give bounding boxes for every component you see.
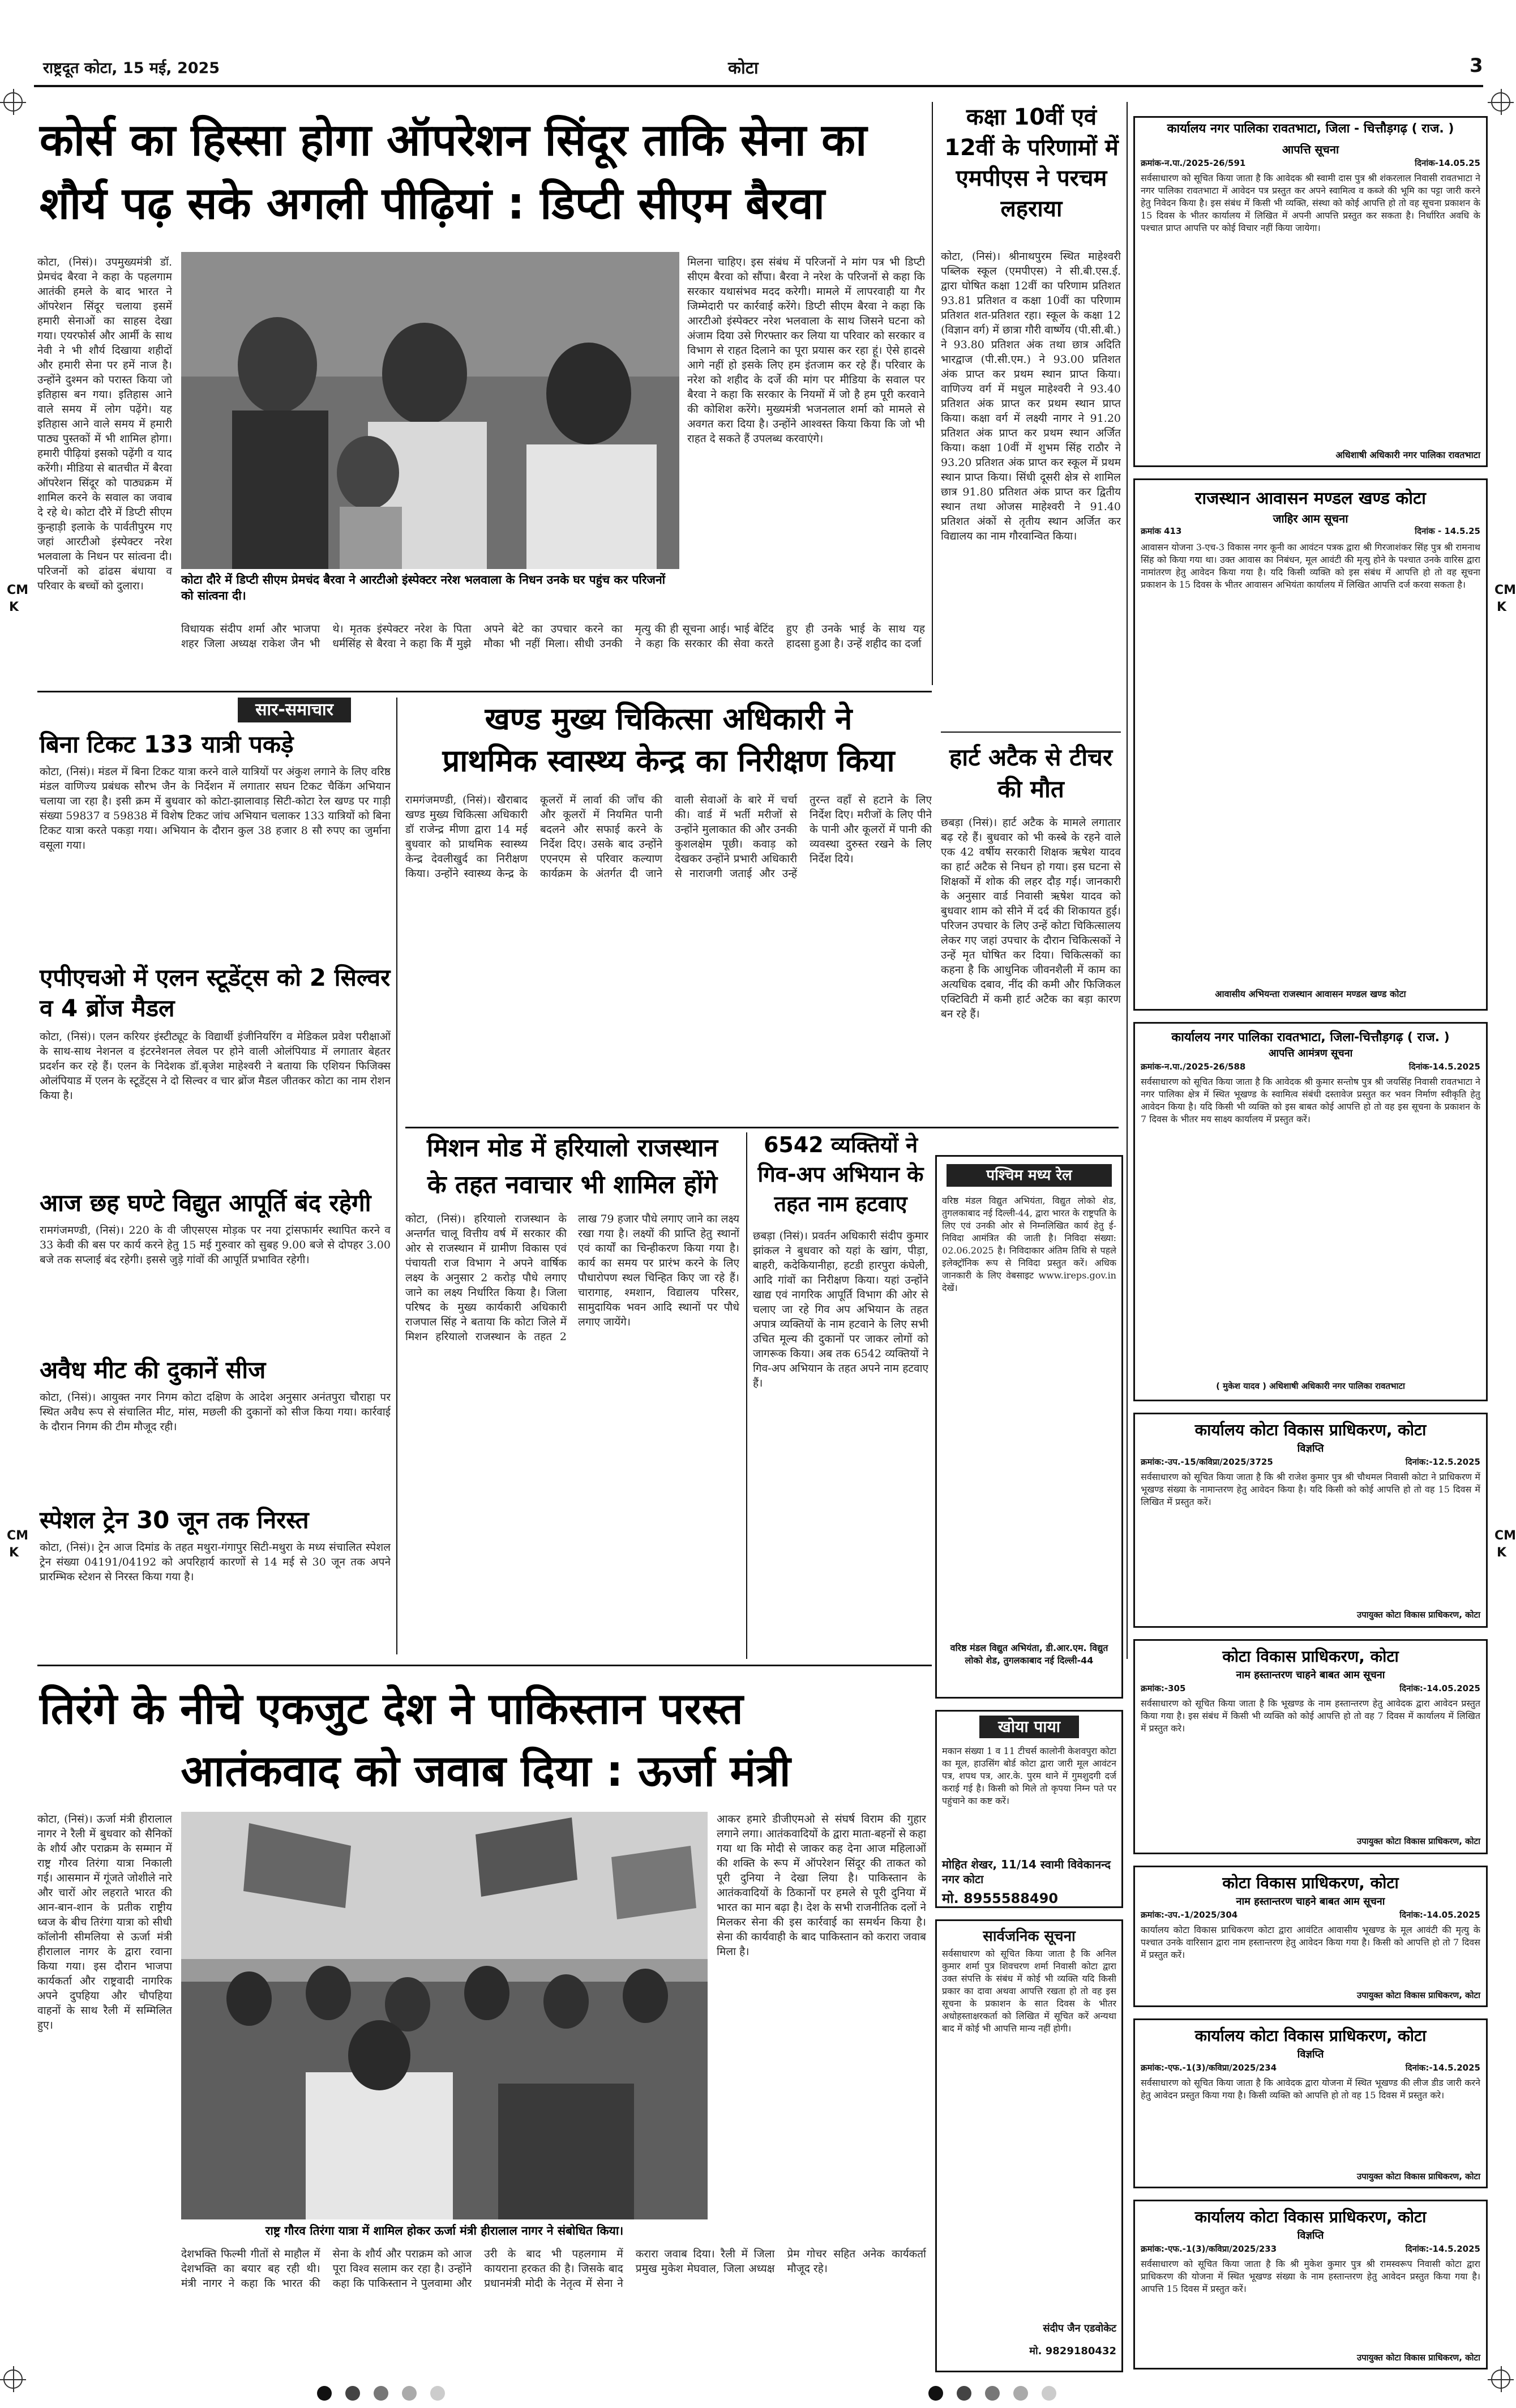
color-dot — [957, 2386, 971, 2401]
public-notice-mobile: मो. 9829180432 — [1029, 2345, 1116, 2357]
tenth-body: कोटा, (निसं)। श्रीनाथपुरम स्थित माहेश्वरी पब्लिक स्कूल (एमपीएस) ने सी.बी.एस.ई. द्वारा घोषित कक्षा 12वीं का परिणाम प्रतिशत 93.81 प्रतिशत व कक्षा 10वीं का परिणाम प्रतिशत शत-प्रतिशत रहा। स्कूल के कक्षा 12 (विज्ञान वर्ग) में छात्रा गौरी वार्ष्णेय (पी.सी.बी.) ने 93.80 प्रतिशत अंक तथा छात्र अदिति भारद्वाज (पी.सी.एम.) ने 93.00 प्रतिशत अंक प्राप्त कर प्रथम स्थान प्राप्त किया। वाणिज्य वर्ग में मधुल माहेश्वरी ने 93.40 प्रतिशत अंक प्राप्त कर प्रथम स्थान प्राप्त किया। कक्षा वर्ग में लक्ष्यी नागर ने 91.20 प्रतिशत अंक प्राप्त कर प्रथम स्थान अर्जित किया। कक्षा 10वीं में शुभम सिंह राठौर ने 93.20 प्रतिशत अंक प्राप्त कर स्कूल में प्रथम स्थान प्राप्त किया। सिंधी दूसरी क्षेत्र से शामिल छात्र 91.80 प्रतिशत अंक प्राप्त कर द्वितीय स्थान तथा ओजस माहेश्वरी ने 91.40 प्रतिशत अंकों से तृतीय स्थान अर्जित कर विद्यालय का नाम गौरवान्वित किया। — [941, 250, 1121, 542]
heart-body: छबड़ा (निसं)। हार्ट अटैक के मामले लगातार बढ़ रहे हैं। बुधवार को भी कस्बे के रहने वाले एक 42 वर्षीय सरकारी शिक्षक ऋषेश यादव का हार्ट अटैक से निधन हो गया। इस घटना से शिक्षकों में शोक की लहर दौड़ गई। जानकारी के अनुसार वार्ड निवासी ऋषेश यादव को बुधवार शाम को सीने में दर्द की शिकायत हुई। परिजन उपचार के लिए उन्हें कोटा चिकित्सालय लेकर गए जहां उपचार के दौरान चिकित्सकों ने उन्हें मृत घोषित कर दिया। चिकित्सकों का कहना है कि आधुनिक जीवनशैली में काम का अत्यधिक दबाव, नींद की कमी और फिजिकल एक्टिविटी में कमी हार्ट अटैक का बड़ा कारण बन रहे हैं। — [941, 816, 1121, 1020]
center-rule-vertical — [1127, 102, 1128, 1659]
energy-body-col1: कोटा, (निसं)। ऊर्जा मंत्री हीरालाल नागर ने रैली में बुधवार को सैनिकों के शौर्य और पराक्रम के सम्मान में राष्ट्र गौरव तिरंगा यात्रा निकाली गई। आसमान में गूंजते जोशीले नारे और चारों ओर लहराते भारत की आन-बान-शान के प्रतीक राष्ट्रीय ध्वज के बीच तिरंगा यात्रा को सीधी कॉलोनी सीमलिया से ऊर्जा मंत्री हीरालाल नागर के द्वारा रवाना किया गया। इस दौरान भाजपा कार्यकर्ता और राष्ट्रवादी नागरिक अपने दुपहिया और चौपहिया वाहनों के साथ रैली में सम्मिलित हुए। — [37, 1813, 172, 2031]
notice-3-date: दिनांक-14.5.2025 — [1408, 1062, 1480, 1072]
cm-mark-left: CM — [7, 583, 29, 597]
saar-item-4-title: अवैध मीट की दुकानें सीज — [40, 1356, 266, 1384]
saar-rule-vertical — [396, 698, 397, 1654]
notice-5-subtitle: नाम हस्तान्तरण चाहने बाबत आम सूचना — [1236, 1669, 1385, 1681]
lead-body-bottom: विधायक संदीप शर्मा और भाजपा शहर जिला अध्यक्ष राकेश जैन भी थे। मृतक इंस्पेक्टर नरेश के पिता धर्मसिंह से बैरवा ने कहा कि मैं मुझे अपने बेटे का उपचार करने का मौका भी नहीं मिला। सीधी उनकी मृत्यु की ही सूचना आई। भाई बेटिंद ने कहा कि सरकार की सेवा करते हुए ही उनके भाई के साथ यह हादसा हुआ है। उन्हें शहीद का दर्जा — [181, 623, 925, 650]
k-mark-left-2: K — [9, 1546, 19, 1560]
saar-item-4-body: कोटा, (निसं)। आयुक्त नगर निगम कोटा दक्षिण के आदेश अनुसार अनंतपुरा चौराहा पर स्थित अवैध रूप से संचालित मीट, मांस, मछली की दुकानों को सीज किया गया। कार्रवाई के दौरान निगम की टीम मौजूद रही। — [40, 1391, 391, 1433]
tenth-headline: कक्षा 10वीं एवं 12वीं के परिणामों में एमपीएस ने परचम लहराया — [944, 104, 1119, 222]
vaccination-headline-line3: तहत नाम हटवाए — [774, 1191, 907, 1216]
notice-4-date: दिनांक:-12.5.2025 — [1405, 1457, 1480, 1467]
color-dot — [985, 2386, 1000, 2401]
notice-7-title: कार्यालय कोटा विकास प्राधिकरण, कोटा — [1194, 2026, 1427, 2045]
registration-mark-top-left — [3, 92, 23, 112]
mission-body: कोटा, (निसं)। हरियालो राजस्थान के अन्तर्गत चालू वित्तीय वर्ष में सरकार की ओर से राजस्थान में ग्रामीण विकास एवं पंचायती राज विभाग ने अपने वार्षिक लक्ष्य के अनुसार 2 करोड़ पौधे लगाए जाने का लक्ष्य निर्धारित किया है। जिला परिषद के मुख्य कार्यकारी अधिकारी राजपाल सिंह ने बताया कि कोटा जिले में मिशन हरियालो राजस्थान के तहत 2 लाख 79 हजार पौधे लगाए जाने का लक्ष्य रखा गया है। लक्ष्यों की प्राप्ति हेतु स्थानों एवं कार्यों का चिन्हीकरण किया गया है। कार्य का समय पर प्रारंभ करने के लिए पौधारोपण स्थल चिन्हित किए जा रहे हैं। चारागाह, श्मशान, विद्यालय परिसर, सामुदायिक भवन आदि स्थानों पर पौधे लगाए जायेंगे। — [405, 1213, 739, 1343]
notice-4-body: सर्वसाधारण को सूचित किया जाता है कि श्री राजेश कुमार पुत्र श्री चौथमल निवासी कोटा ने प्राधिकरण में भूखण्ड संख्या के नामान्तरण हेतु आवेदन किया है। यदि किसी को कोई आपत्ति हो तो वह 15 दिवस में लिखित में प्रस्तुत करें। — [1141, 1472, 1480, 1507]
energy-photo — [181, 1812, 708, 2219]
notice-6-date: दिनांक:-14.05.2025 — [1399, 1910, 1480, 1920]
notice-2-body: आवासन योजना 3-एच-3 विकास नगर कूनी का आवंटन पत्रक द्वारा श्री गिरजाशंकर सिंह पुत्र श्री रामनाथ सिंह को किया गया था। उक्त आवास का निबंधन, मूल आवंटी की मृत्यु होने के पश्चात उनके वारिस द्वारा नामांतरण हेतु आवेदन किया गया है। यदि किसी व्यक्ति को इस संबंध में आपत्ति हो तो वह सूचना प्रकाशन के 15 दिवस के भीतर आवासन अभियंता कार्यालय में लिखित आपत्ति दर्ज करवा सकता है। — [1141, 542, 1480, 590]
registration-mark-bottom-left — [3, 2369, 23, 2389]
saar-item-1-body: कोटा, (निसं)। मंडल में बिना टिकट यात्रा करने वाले यात्रियों पर अंकुश लगाने के लिए वरिष्ठ मंडल वाणिज्य प्रबंधक सौरभ जैन के निर्देशन में लगातार सघन टिकट चैकिंग अभियान चलाया जा रहा है। इसी क्रम में बुधवार को कोटा-झालावाड़ सिटी-कोटा रेल खण्ड पर गाड़ी संख्या 59837 व 59838 में विशेष टिकट जांच अभियान चलाकर 133 यात्रियों को बिना टिकट यात्रा करते पकड़ा गया। अभियान के दौरान कुल 38 हजार 8 सौ रुपए का जुर्माना वसूला गया। — [40, 765, 391, 852]
notice-4-ref: क्रमांक:-उप.-15/कविप्रा/2025/3725 — [1141, 1457, 1273, 1467]
lead-body-col1: कोटा, (निसं)। उपमुख्यमंत्री डॉ. प्रेमचंद बैरवा ने कहा के पहलगाम आतंकी हमले के बाद भारत ने ऑपरेशन सिंदूर चलाया इसमें हमारी सेनाओं का साहस देखा गया। एयरफोर्स और आर्मी के साथ नेवी ने भी शौर्य दिखाया शहीदों और हमारी सेना पर हमें नाज है। उन्होंने दुश्मन को परास्त किया जो इतिहास बन गया। इतिहास आने वाले समय में लोग पढ़ेंगे। यह इतिहास आने वाले समय में हमारी पाठ्य पुस्तकों में भी शामिल होगा। हमारी पीढ़ियां इसको पढ़ेंगी व याद करेंगी। मीडिया से बातचीत में बैरवा ऑपरेशन सिंदूर को पाठ्यक्रम में शामिल करने के सवाल का जवाब दे रहे थे। कोटा दौरे में डिप्टी सीएम कुन्हाड़ी इलाके के पार्वतीपुरम गए जहां आरटीओ इंस्पेक्टर नरेश भलवाला के निधन पर सांत्वना दी। परिजनों को ढांढस बंधाया व परिवार के बच्चों को दुलारा। — [37, 256, 172, 592]
notice-1-body: सर्वसाधारण को सूचित किया जाता है कि आवेदक श्री स्वामी दास पुत्र श्री शंकरलाल निवासी रावतभाटा ने नगर पालिका रावतभाटा में आवेदन पत्र प्रस्तुत कर अपने स्वामित्व व कब्जे की भूमि का पट्टा जारी करने हेतु निवेदन किया है। इस संबंध में किसी भी व्यक्ति, संस्था को कोई आपत्ति हो तो वह सूचना प्रकाशन के 15 दिवस के भीतर कार्यालय में लिखित में अपनी आपत्ति प्रस्तुत कर सकता है। निर्धारित अवधि के पश्चात प्राप्त आपत्ति पर कोई विचार नहीं किया जायेगा। — [1141, 173, 1480, 233]
notice-8-ref: क्रमांक:-एफ.-1(3)/कविप्रा/2025/233 — [1141, 2244, 1277, 2254]
color-dot — [430, 2386, 445, 2401]
notice-2-title: राजस्थान आवासन मण्डल खण्ड कोटा — [1195, 489, 1426, 508]
energy-headline-line1: तिरंगे के नीचे एकजुट देश ने पाकिस्तान परस्त — [40, 1683, 743, 1734]
lead-headline-line2: शौर्य पढ़ सके अगली पीढ़ियां : डिप्टी सीएम बैरवा — [40, 178, 825, 229]
lost-title: खोया पाया — [979, 1716, 1079, 1738]
notice-7-date: दिनांक:-14.5.2025 — [1405, 2063, 1480, 2073]
notice-6-body: कार्यालय कोटा विकास प्राधिकरण कोटा द्वारा आवंटित आवासीय भूखण्ड के मूल आवंटी की मृत्यु के पश्चात उनके वारिसान द्वारा नाम हस्तान्तरण हेतु आवेदन किया गया है। किसी को आपत्ति हो तो 7 दिवस में प्रस्तुत करें। — [1141, 1924, 1480, 1960]
notice-8-body: सर्वसाधारण को सूचित किया जाता है कि श्री मुकेश कुमार पुत्र श्री रामस्वरूप निवासी कोटा द्वारा प्राधिकरण की योजना में स्थित भूखण्ड संख्या के नाम हस्तान्तरण हेतु आवेदन प्रस्तुत किया गया है। आपत्ति 15 दिवस में प्रस्तुत करें। — [1141, 2259, 1480, 2294]
saar-item-5-title: स्पेशल ट्रेन 30 जून तक निरस्त — [40, 1506, 309, 1534]
notice-4 — [1133, 1413, 1488, 1628]
railway-body: वरिष्ठ मंडल विद्युत अभियंता, विद्युत लोको शेड, तुगलकाबाद नई दिल्ली-44, द्वारा भारत के राष्ट्रपति के लिए एवं उनकी ओर से निम्नलिखित कार्य हेतु ई-निविदा आमंत्रित की जाती है। निविदा संख्या: 02.06.2025 है। निविदाकार अंतिम तिथि से पहले इलेक्ट्रॉनिक रूप से निविदा प्रस्तुत करें। अधिक जानकारी के लिए वेबसाइट www.ireps.gov.in देखें। — [942, 1195, 1116, 1293]
notice-1-subtitle: आपत्ति सूचना — [1282, 143, 1339, 156]
notice-5 — [1133, 1639, 1488, 1854]
lost-body: मकान संख्या 1 व 11 टीचर्स कालोनी केशवपुरा कोटा का मूल, हाउसिंग बोर्ड कोटा द्वारा जारी मूल आवंटन पत्र, शपथ पत्र, आर.के. पुरम थाने में गुमशुदगी दर्ज कराई गई है। किसी को मिले तो कृपया निम्न पते पर पहुंचाने का कष्ट करें। — [942, 1746, 1116, 1806]
notice-4-title: कार्यालय कोटा विकास प्राधिकरण, कोटा — [1194, 1421, 1427, 1439]
cmho-headline-line1: खण्ड मुख्य चिकित्सा अधिकारी ने — [485, 701, 853, 737]
notice-4-footer: उपायुक्त कोटा विकास प्राधिकरण, कोटा — [1356, 1610, 1480, 1620]
notice-7-body: सर्वसाधारण को सूचित किया जाता है कि आवेदक द्वारा योजना में स्थित भूखण्ड की लीज डीड जारी करने हेतु आवेदन प्रस्तुत किया गया है। किसी व्यक्ति को आपत्ति हो तो वह 15 दिवस में प्रस्तुत करे। — [1141, 2077, 1480, 2101]
notice-6-footer: उपायुक्त कोटा विकास प्राधिकरण, कोटा — [1356, 1990, 1480, 2000]
notice-2 — [1133, 478, 1488, 1011]
k-mark-left: K — [9, 600, 19, 614]
notice-8-date: दिनांक:-14.5.2025 — [1405, 2244, 1480, 2254]
cmho-headline-line2: प्राथमिक स्वास्थ्य केन्द्र का निरीक्षण किया — [442, 743, 895, 779]
notice-2-date: दिनांक - 14.5.25 — [1415, 526, 1480, 536]
mission-rule-vertical — [746, 1132, 747, 1659]
color-dot — [1013, 2386, 1028, 2401]
lead-headline-line1: कोर्स का हिस्सा होगा ऑपरेशन सिंदूर ताकि सेना का — [40, 115, 867, 166]
color-dot — [317, 2386, 332, 2401]
notice-6-ref: क्रमांक:-उप.-1/2025/304 — [1141, 1910, 1238, 1920]
registration-mark-bottom-right — [1491, 2369, 1510, 2389]
public-notice-signer: संदीप जैन एडवोकेट — [1043, 2323, 1116, 2334]
notice-6 — [1133, 1866, 1488, 2007]
energy-headline-line2: आतंकवाद को जवाब दिया : ऊर्जा मंत्री — [181, 1746, 791, 1796]
heart-rule-top — [941, 732, 1121, 733]
lost-name: मोहित शेखर, 11/14 स्वामी विवेकानन्द नगर कोटा — [942, 1858, 1111, 1886]
energy-body-bottom: देशभक्ति फिल्मी गीतों से माहौल में देशभक्ति का बयार बह रही थी। मंत्री नागर ने कहा कि भारत की सेना के शौर्य और पराक्रम को आज पूरा विश्व सलाम कर रहा है। उन्होंने कहा कि पाकिस्तान ने पुलवामा और उरी के बाद भी पहलगाम में कायराना हरकत की है। जिसके बाद प्रधानमंत्री मोदी के नेतृत्व में सेना ने करारा जवाब दिया। रैली में जिला प्रमुख मुकेश मेघवाल, जिला अध्यक्ष प्रेम गोचर सहित अनेक कार्यकर्ता मौजूद रहे। — [181, 2248, 926, 2290]
energy-body-col2: आकर हमारे डीजीएमओ से संघर्ष विराम की गुहार लगाने लगा। आतंकवादियों के द्वारा माता-बहनों से कहा गया था कि मोदी से जाकर कह देना आज महिलाओं की शक्ति के रूप में ऑपरेशन सिंदूर की ताकत को पूरी दुनिया ने देखा लिया है। पाकिस्तान के आतंकवादियों के ठिकानों पर हमले से पूरी दुनिया में भारत का मान बढ़ा है। देश के सभी राजनीतिक दलों ने मिलकर सेना की इस कार्रवाई का समर्थन किया है। सेना की कार्यवाही के बाद पाकिस्तान को करारा जवाब मिला है। — [717, 1813, 926, 1958]
saar-label: सार-समाचार — [238, 698, 351, 722]
color-dot — [928, 2386, 943, 2401]
mission-headline-line2: के तहत नवाचार भी शामिल होंगे — [427, 1170, 718, 1199]
vaccination-headline-line1: 6542 व्यक्तियों ने — [763, 1132, 918, 1157]
saar-item-1-title: बिना टिकट 133 यात्री पकड़े — [40, 730, 294, 758]
notice-5-footer: उपायुक्त कोटा विकास प्राधिकरण, कोटा — [1356, 1836, 1480, 1846]
notice-7-footer: उपायुक्त कोटा विकास प्राधिकरण, कोटा — [1356, 2171, 1480, 2182]
notice-5-title: कोटा विकास प्राधिकरण, कोटा — [1222, 1647, 1399, 1666]
notice-2-footer: आवासीय अभियन्ता राजस्थान आवासन मण्डल खण्ड कोटा — [1215, 989, 1406, 999]
notice-1-ref: क्रमांक-न.पा./2025-26/591 — [1141, 158, 1246, 168]
notice-5-date: दिनांक:-14.05.2025 — [1399, 1683, 1480, 1693]
masthead — [20, 54, 1494, 79]
page-number: 3 — [1470, 54, 1483, 77]
mission-headline-line1: मिशन मोड में हरियालो राजस्थान — [427, 1134, 718, 1162]
cm-mark-left-2: CM — [7, 1529, 29, 1543]
lead-body-col2: मिलना चाहिए। इस संबंध में परिजनों ने मांग पत्र भी डिप्टी सीएम बैरवा को सौंपा। बैरवा ने नरेश के परिजनों से कहा कि सरकार यथासंभव मदद करेगी। मामले में लापरवाही या गैर जिम्मेदारी पर कार्रवाई करेंगे। डिप्टी सीएम बैरवा ने कहा कि आरटीओ इंस्पेक्टर नरेश भलवाला के साथ जिसने घटना को अंजाम दिया उसे गिरफ्तार कर लिया या परिवार को सरकार व विभाग से राहत दिलाने का पूरा प्रयास कर रहा हूं। ऐसे हादसे आगे नहीं हो इसके लिए हम इंतजाम कर रहे हैं। परिवार के नरेश को शहीद के दर्जे की मांग पर मीडिया के सवाल पर बैरवा ने कहा कि सरकार के नियमों में जो है हम पूरी करवाने की कोशिश करेंगे। मुख्यमंत्री भजनलाल शर्मा को मामले से अवगत करा दिया है। उन्होंने आश्वस्त किया किया कि जो भी राहत दे सकते हैं उपलब्ध करवाएंगे। — [687, 256, 925, 445]
energy-top-rule — [37, 1665, 932, 1666]
color-dot — [1042, 2386, 1056, 2401]
notice-2-ref: क्रमांक 413 — [1141, 526, 1182, 536]
lost-mobile: मो. 8955588490 — [942, 1891, 1059, 1906]
k-mark-right: K — [1497, 600, 1507, 614]
notice-8-subtitle: विज्ञप्ति — [1297, 2230, 1324, 2242]
lead-bottom-rule — [37, 691, 932, 692]
notice-7-ref: क्रमांक:-एफ.-1(3)/कविप्रा/2025/234 — [1141, 2063, 1277, 2073]
city-name: कोटा — [728, 58, 759, 78]
notice-1-title: कार्यालय नगर पालिका रावतभाटा, जिला - चित्तौड़गढ़ ( राज. ) — [1167, 122, 1454, 136]
public-notice-body: सर्वसाधारण को सूचित किया जाता है कि अनिल कुमार शर्मा पुत्र शिवचरण शर्मा निवासी कोटा द्वारा उक्त संपत्ति के संबंध में कोई भी व्यक्ति यदि किसी प्रकार का दावा अथवा आपत्ति रखता हो तो वह इस सूचना के प्रकाशन के सात दिवस के भीतर अधोहस्ताक्षरकर्ता को लिखित में सूचित करें अन्यथा बाद में कोई भी आपत्ति मान्य नहीं होगी। — [942, 1948, 1116, 2034]
notice-3-subtitle: आपत्ति आमंत्रण सूचना — [1268, 1047, 1353, 1059]
notice-4-subtitle: विज्ञप्ति — [1297, 1443, 1324, 1455]
notice-3-ref: क्रमांक-न.पा./2025-26/588 — [1141, 1062, 1246, 1072]
color-dot — [345, 2386, 360, 2401]
notice-5-ref: क्रमांक:-305 — [1141, 1683, 1186, 1693]
notice-5-body: सर्वसाधारण को सूचित किया जाता है कि भूखण्ड के नाम हस्तान्तरण हेतु आवेदक द्वारा आवेदन प्रस्तुत किया गया है। इस संबंध में किसी भी व्यक्ति को कोई आपत्ति हो तो वह 7 दिवस में कार्यालय में लिखित में प्रस्तुत करे। — [1141, 1698, 1480, 1734]
cmho-bottom-rule — [405, 1127, 1119, 1128]
notices-column — [1133, 116, 1488, 2369]
cmho-body: रामगंजमण्डी, (निसं)। खैराबाद खण्ड मुख्य चिकित्सा अधिकारी डॉ राजेन्द्र मीणा द्वारा 14 मई बुधवार को प्राथमिक स्वास्थ्य केन्द्र देवलीखुर्द का निरीक्षण किया। उन्होंने स्वास्थ्य केन्द्र के कूलरों में लार्वा की जाँच की और कूलरों में नियमित पानी बदलने और सफाई करने के निर्देश दिए। उसके बाद उन्होंने एएनएम से परिवार कल्याण कार्यक्रम के अंतर्गत दी जाने वाली सेवाओं के बारे में चर्चा की। वार्ड में भर्ती मरीजों से उन्होंने मुलाकात की और उनकी कुशलक्षेम पूछी। कवाड़ को देखकर उन्होंने प्रभारी अधिकारी से नाराजगी जताई और उन्हें तुरन्त वहाँ से हटाने के लिए निर्देश दिए। मरीजों के लिए पीने के पानी और कूलरों में पानी की व्यवस्था दुरुस्त रखने के लिए निर्देश दिये। — [405, 794, 932, 880]
color-bar-bottom-right — [928, 2385, 1155, 2402]
registration-mark-top-right — [1491, 92, 1510, 112]
notice-8-footer: उपायुक्त कोटा विकास प्राधिकरण, कोटा — [1356, 2353, 1480, 2363]
lead-rule-vertical — [932, 102, 933, 685]
saar-item-2-body: कोटा, (निसं)। एलन करियर इंस्टीट्यूट के विद्यार्थी इंजीनियरिंग व मेडिकल प्रवेश परीक्षाओं के साथ-साथ नेशनल व इंटरनेशनल लेवल पर होने वाली ओलंपियाड में लगातार बेहतर प्रदर्शन कर रहे हैं। एलन के निदेशक डॉ.बृजेश माहेश्वरी ने बताया कि एशियन फिजिक्स ओलंपियाड में एलन के स्टूडेंट्स ने दो सिल्वर व चार ब्रोंज मैडल जीतकर कोटा का नाम रोशन किया है। — [40, 1030, 391, 1102]
k-mark-right-2: K — [1497, 1546, 1507, 1560]
saar-item-3-title: आज छह घण्टे विद्युत आपूर्ति बंद रहेगी — [40, 1189, 371, 1217]
cm-mark-right-2: CM — [1494, 1529, 1516, 1543]
color-dot — [402, 2386, 417, 2401]
paper-date: राष्ट्रदूत कोटा, 15 मई, 2025 — [43, 59, 220, 77]
notice-2-subtitle: जाहिर आम सूचना — [1273, 512, 1348, 525]
notice-6-subtitle: नाम हस्तान्तरण चाहने बाबत आम सूचना — [1236, 1896, 1385, 1907]
vaccination-headline-line2: गिव-अप अभियान के — [757, 1162, 924, 1187]
saar-item-3-body: रामगंजमण्डी, (निसं)। 220 के वी जीएसएस मोड़क पर नया ट्रांसफार्मर स्थापित करने व 33 केवी की बस पर कार्य करने हेतु 15 मई गुरुवार को सुबह 9.00 बजे से दोपहर 3.00 बजे तक सप्लाई बंद रहेगी। इससे जुड़े गांवों की आपूर्ति प्रभावित रहेगी। — [40, 1224, 391, 1266]
saar-item-5-body: कोटा, (निसं)। ट्रेन आज दिमांड के तहत मथुरा-गंगापुर सिटी-मथुरा के मध्य संचालित स्पेशल ट्रेन संख्या 04191/04192 को अपरिहार्य कारणों से 14 मई से 30 जून तक अपने प्रारम्भिक स्टेशन से निरस्त किया गया है। — [40, 1541, 391, 1583]
railway-footer: वरिष्ठ मंडल विद्युत अभियंता, डी.आर.एम. विद्युत लोको शेड, तुगलकाबाद नई दिल्ली-44 — [950, 1643, 1108, 1666]
vaccination-body: छबड़ा (निसं)। प्रवर्तन अधिकारी संदीप कुमार झांकल ने बुधवार को यहां के खांग, पीड़ा, बाहरी, कदेकियानीहा, हटडी हारपुरा कंघेली, आदि गांवों का निरीक्षण किया। यहां उन्होंने खाद्य एवं नागरिक आपूर्ति विभाग की ओर से चलाए जा रहे गिव अप अभियान के तहत अपात्र व्यक्तियों के नाम हटवाने के लिए सभी उचित मूल्य की दुकानों पर जाकर लोगों को जागरूक किया। अब तक 6542 व्यक्तियों ने गिव-अप अभियान के तहत अपने नाम हटवाए हैं। — [753, 1230, 928, 1389]
masthead-rule — [34, 85, 1483, 87]
saar-item-2-title: एपीएचओ में एलन स्टूडेंट्स को 2 सिल्वर व 4 ब्रोंज मैडल — [40, 964, 391, 1022]
notice-7-subtitle: विज्ञप्ति — [1297, 2048, 1324, 2060]
notice-8-title: कार्यालय कोटा विकास प्राधिकरण, कोटा — [1194, 2208, 1427, 2226]
notice-7 — [1133, 2018, 1488, 2188]
notice-6-title: कोटा विकास प्राधिकरण, कोटा — [1222, 1874, 1399, 1892]
lead-photo-caption: कोटा दौरे में डिप्टी सीएम प्रेमचंद बैरवा ने आरटीओ इंस्पेक्टर नरेश भलवाला के निधन उनके घर पहुंच कर परिजनों को सांत्वना दी। — [181, 573, 666, 602]
notice-3 — [1133, 1022, 1488, 1401]
color-dot — [374, 2386, 388, 2401]
public-notice-title: सार्वजनिक सूचना — [983, 1928, 1076, 1945]
lead-photo — [181, 252, 679, 569]
notice-1 — [1133, 116, 1488, 467]
notice-1-date: दिनांक-14.05.25 — [1415, 158, 1480, 168]
railway-label: पश्चिम मध्य रेल — [947, 1164, 1112, 1187]
energy-photo-caption: राष्ट्र गौरव तिरंगा यात्रा में शामिल होकर ऊर्जा मंत्री हीरालाल नागर ने संबोधित किया। — [265, 2224, 624, 2238]
notice-1-footer: अधिशाषी अधिकारी नगर पालिका रावतभाटा — [1335, 450, 1480, 460]
color-bar-bottom-left — [317, 2385, 543, 2402]
notice-3-title: कार्यालय नगर पालिका रावतभाटा, जिला-चित्तौड़गढ़ ( राज. ) — [1171, 1030, 1450, 1045]
cm-mark-right: CM — [1494, 583, 1516, 597]
notice-3-body: सर्वसाधारण को सूचित किया जाता है कि आवेदक श्री कुमार सन्तोष पुत्र श्री जयसिंह निवासी रावतभाटा ने नगर पालिका क्षेत्र में स्थित भूखण्ड के स्वामित्व संबंधी दस्तावेज प्रस्तुत कर भवन निर्माण स्वीकृति हेतु आवेदन किया है। यदि किसी भी व्यक्ति को इस बाबत कोई आपत्ति हो तो वह इस सूचना के प्रकाशन के 7 दिवस के भीतर मय साक्ष्य कार्यालय में प्रस्तुत करें। — [1141, 1076, 1480, 1124]
notice-8 — [1133, 2200, 1488, 2369]
heart-headline: हार्ट अटैक से टीचर की मौत — [949, 743, 1112, 803]
notice-3-footer: ( मुकेश यादव ) अधिशाषी अधिकारी नगर पालिका रावतभाटा — [1216, 1381, 1405, 1391]
